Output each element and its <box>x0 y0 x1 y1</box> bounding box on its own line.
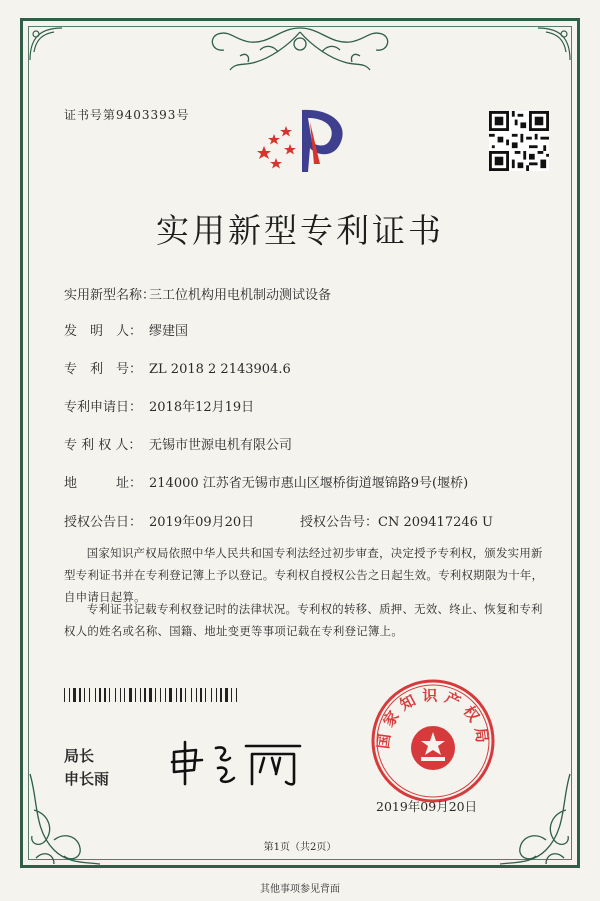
inventor-label: 发 明 人： <box>64 324 143 339</box>
barcode-bar <box>216 688 217 702</box>
barcode-bar <box>95 688 96 702</box>
barcode-bar <box>79 688 81 702</box>
seal-date: 2019年09月20日 <box>376 799 478 814</box>
barcode-icon <box>64 688 286 702</box>
inventor-row <box>64 320 188 339</box>
official-seal <box>368 676 498 806</box>
bottom-right-ornament <box>496 770 576 870</box>
barcode-bar <box>149 688 152 702</box>
top-ornament <box>200 22 400 82</box>
seal-text: 国家知识产权局 <box>374 686 492 750</box>
grant-number-row <box>300 511 493 530</box>
barcode-bar <box>140 688 141 702</box>
corner-ornament-top-left <box>26 24 66 64</box>
cnipa-logo-icon <box>250 104 360 176</box>
utility-model-name-row <box>64 284 331 303</box>
barcode-bar <box>176 688 177 702</box>
patentee-row <box>64 434 292 453</box>
handwritten-signature <box>168 738 308 788</box>
page-number: 第1页（共2页） <box>263 842 337 853</box>
barcode-bar <box>196 688 197 702</box>
barcode-bar <box>231 688 232 702</box>
barcode-bar <box>225 688 228 702</box>
barcode-bar <box>169 688 172 702</box>
certificate-title: 实用新型专利证书 <box>156 211 444 250</box>
application-date-row <box>64 396 254 415</box>
grant-date-value: 2019年09月20日 <box>149 515 255 530</box>
utility-model-name-label: 实用新型名称： <box>64 288 156 303</box>
barcode-bar <box>129 688 132 702</box>
grant-date-label: 授权公告日： <box>64 515 143 530</box>
barcode-bar <box>144 688 146 702</box>
barcode-bar <box>165 688 166 702</box>
footer-note: 其他事项参见背面 <box>260 884 340 895</box>
utility-model-name-value: 三工位机构用电机制动测试设备 <box>149 288 332 303</box>
barcode-bar <box>69 688 70 702</box>
barcode-bar <box>104 688 106 702</box>
barcode-bar <box>191 688 192 702</box>
patentee-value: 无锡市世源电机有限公司 <box>149 438 293 453</box>
director-title: 局长 <box>64 747 95 765</box>
certificate-number: 证书号第9403393号 <box>64 108 190 122</box>
barcode-bar <box>73 688 76 702</box>
patent-number-value: ZL 2018 2 2143904.6 <box>149 362 291 377</box>
address-value: 214000 江苏省无锡市惠山区堰桥街道堰锦路9号(堰桥) <box>149 476 469 491</box>
application-date-label: 专利申请日： <box>64 400 143 415</box>
corner-ornament-top-right <box>534 24 574 64</box>
inventor-value: 缪建国 <box>149 324 189 339</box>
patentee-label: 专 利 权 人： <box>64 438 142 453</box>
patent-number-row <box>64 358 291 377</box>
grant-date-row <box>64 511 254 530</box>
barcode-bar <box>120 688 121 702</box>
barcode-bar <box>109 688 110 702</box>
address-row <box>64 472 468 491</box>
barcode-bar <box>135 688 136 702</box>
barcode-bar <box>185 688 186 702</box>
grant-number-label: 授权公告号： <box>300 515 379 530</box>
barcode-bar <box>236 688 237 702</box>
barcode-bar <box>89 688 90 702</box>
patent-number-label: 专 利 号： <box>64 362 143 377</box>
barcode-bar <box>84 688 85 702</box>
grant-statement-paragraph: 国家知识产权局依照中华人民共和国专利法经过初步审查，决定授予专利权，颁发实用新型专利证书并在专利登记簿上予以登记。专利权自授权公告之日起生效。专利权期限为十年，自申请日起算。 <box>64 546 544 604</box>
barcode-bar <box>180 688 182 702</box>
barcode-bar <box>200 688 202 702</box>
barcode-bar <box>99 688 101 702</box>
director-name: 申长雨 <box>64 770 110 788</box>
address-label: 地 址： <box>64 476 143 491</box>
barcode-bar <box>115 688 116 702</box>
barcode-bar <box>160 688 161 702</box>
barcode-bar <box>220 688 222 702</box>
grant-number-value: CN 209417246 U <box>378 515 493 530</box>
qr-code-icon <box>489 111 549 171</box>
barcode-bar <box>205 688 206 702</box>
application-date-value: 2018年12月19日 <box>149 400 255 415</box>
barcode-bar <box>64 688 65 702</box>
barcode-bar <box>124 688 125 702</box>
legal-status-paragraph: 专利证书记载专利权登记时的法律状况。专利权的转移、质押、无效、终止、恢复和专利权人的姓名或名称、国籍、地址变更等事项记载在专利登记簿上。 <box>64 602 543 638</box>
barcode-bar <box>155 688 156 702</box>
barcode-bar <box>211 688 212 702</box>
